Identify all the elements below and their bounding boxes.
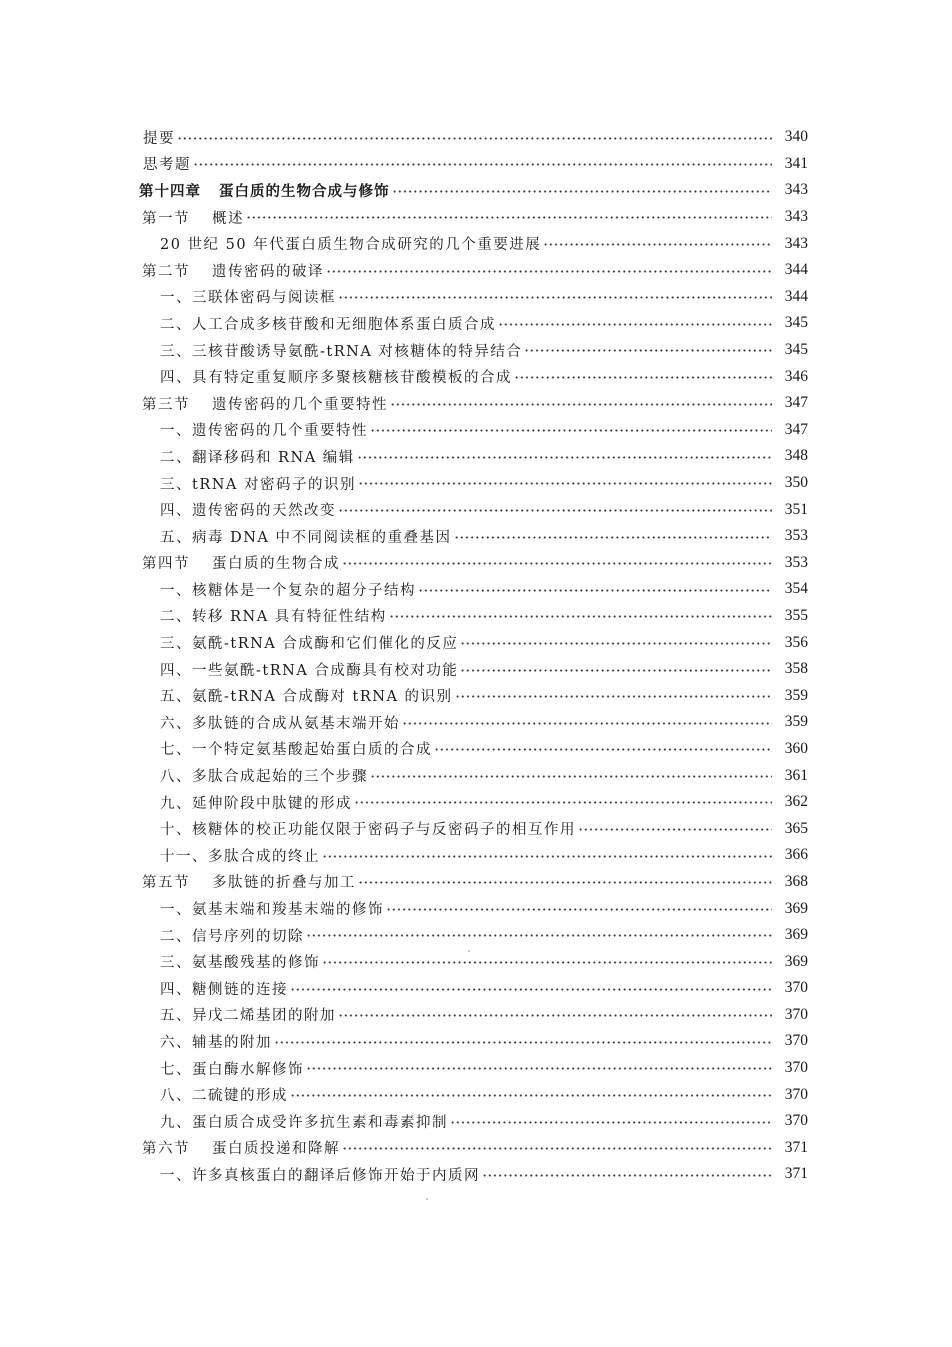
toc-entry-page-number: 351 <box>784 500 808 518</box>
toc-entry[interactable] <box>0 204 952 231</box>
toc-entry[interactable] <box>0 948 952 975</box>
toc-entry-page-number: 370 <box>784 1005 808 1023</box>
toc-entry-page-number: 359 <box>784 686 808 704</box>
toc-entry-text: 四、遗传密码的天然改变 <box>160 503 336 520</box>
toc-entry-text: 遗传密码的破译 <box>212 263 324 280</box>
toc-entry-text: 二、人工合成多核苷酸和无细胞体系蛋白质合成 <box>160 316 496 333</box>
toc-entry-text: 八、多肽合成起始的三个步骤 <box>160 769 368 786</box>
toc-entry[interactable] <box>0 443 952 470</box>
toc-entry-text: 六、多肽链的合成从氨基末端开始 <box>160 715 400 732</box>
dot-leader <box>177 130 772 145</box>
toc-entry-page-number: 347 <box>784 420 808 438</box>
dot-leader <box>455 689 772 704</box>
toc-entry-title <box>142 871 356 892</box>
toc-entry[interactable] <box>0 310 952 337</box>
toc-entry-text: 九、蛋白质合成受许多抗生素和毒素抑制 <box>160 1114 448 1131</box>
toc-entry-text: 四、具有特定重复顺序多聚核糖核苷酸模板的合成 <box>160 370 512 387</box>
toc-entry-title <box>142 1137 340 1158</box>
toc-entry-title <box>139 180 390 201</box>
toc-entry[interactable] <box>0 1108 952 1135</box>
toc-entry[interactable] <box>0 842 952 869</box>
toc-entry-title <box>160 632 458 653</box>
toc-entry[interactable] <box>0 363 952 390</box>
toc-entry-page-number: 370 <box>784 1032 808 1050</box>
toc-entry-title <box>160 499 336 520</box>
toc-entry-text: 一、三联体密码与阅读框 <box>160 290 336 307</box>
dot-leader <box>306 928 772 943</box>
dot-leader <box>434 742 772 757</box>
toc-entry[interactable] <box>0 496 952 523</box>
toc-entry-title <box>142 393 388 414</box>
toc-entry[interactable] <box>0 470 952 497</box>
toc-entry-text: 三、氨基酸残基的修饰 <box>160 955 320 972</box>
dot-leader <box>460 662 772 677</box>
toc-entry-text: 十一、多肽合成的终止 <box>160 848 320 865</box>
toc-entry-text: 三、氨酰-tRNA 合成酶和它们催化的反应 <box>160 636 459 653</box>
toc-entry-number: 第十四章 <box>139 182 201 200</box>
dot-leader <box>338 502 772 517</box>
toc-entry-page-number: 353 <box>784 527 808 545</box>
toc-entry-text: 概述 <box>212 210 244 227</box>
toc-entry[interactable] <box>0 337 952 364</box>
toc-entry-page-number: 350 <box>784 474 808 492</box>
toc-entry-text: 提要 <box>143 130 175 147</box>
toc-entry[interactable] <box>0 789 952 816</box>
toc-entry-title <box>160 313 496 334</box>
toc-entry-text: 五、氨酰-tRNA 合成酶对 tRNA 的识别 <box>160 689 453 706</box>
toc-entry[interactable] <box>0 177 952 204</box>
toc-entry[interactable] <box>0 576 952 603</box>
toc-entry-text: 九、延伸阶段中肽键的形成 <box>160 795 352 812</box>
toc-entry[interactable] <box>0 682 952 709</box>
toc-entry[interactable] <box>0 230 952 257</box>
toc-entry-text: 三、三核苷酸诱导氨酰-tRNA 对核糖体的特异结合 <box>160 343 523 360</box>
dot-leader <box>370 423 772 438</box>
table-of-contents <box>0 124 952 1188</box>
toc-entry-page-number: 343 <box>784 234 808 252</box>
toc-entry-title <box>160 446 355 467</box>
toc-entry[interactable] <box>0 975 952 1002</box>
toc-entry-title <box>160 340 522 361</box>
scan-speck <box>468 950 470 952</box>
dot-leader <box>358 476 772 491</box>
dot-leader <box>390 396 772 411</box>
toc-entry-number: 第三节 <box>142 396 190 413</box>
toc-entry-title <box>160 765 368 786</box>
toc-entry-title <box>142 260 324 281</box>
toc-entry-text: 七、蛋白酶水解修饰 <box>160 1061 304 1078</box>
toc-entry-text: 二、转移 RNA 具有特征性结构 <box>160 609 387 626</box>
toc-entry[interactable] <box>0 550 952 577</box>
toc-entry-number: 第二节 <box>142 263 190 280</box>
dot-leader <box>290 1087 772 1102</box>
toc-entry-page-number: 359 <box>784 713 808 731</box>
dot-leader <box>392 183 773 198</box>
toc-entry[interactable] <box>0 523 952 550</box>
toc-entry-page-number: 343 <box>784 208 808 226</box>
dot-leader <box>386 901 772 916</box>
toc-entry-page-number: 370 <box>784 1059 808 1077</box>
toc-entry-number: 第五节 <box>142 875 190 892</box>
dot-leader <box>370 768 772 783</box>
toc-entry-title <box>160 233 541 254</box>
toc-entry-text: 一、核糖体是一个复杂的超分子结构 <box>160 582 416 599</box>
toc-entry-page-number: 344 <box>784 261 808 279</box>
toc-entry-text: 二、翻译移码和 RNA 编辑 <box>160 449 355 466</box>
toc-entry-text: 七、一个特定氨基酸起始蛋白质的合成 <box>160 742 432 759</box>
toc-entry-title <box>160 1031 272 1052</box>
dot-leader <box>290 981 772 996</box>
dot-leader <box>274 1034 772 1049</box>
toc-entry-title <box>142 207 244 228</box>
toc-entry-title <box>160 845 320 866</box>
toc-entry-title <box>160 579 416 600</box>
dot-leader <box>306 1061 772 1076</box>
toc-entry-text: 五、病毒 DNA 中不同阅读框的重叠基因 <box>160 529 452 546</box>
toc-entry[interactable] <box>0 736 952 763</box>
toc-entry-text: 遗传密码的几个重要特性 <box>212 396 388 413</box>
toc-entry-page-number: 358 <box>784 660 808 678</box>
toc-entry-text: 思考题 <box>143 157 191 174</box>
toc-entry[interactable] <box>0 656 952 683</box>
dot-leader <box>578 821 772 836</box>
dot-leader <box>514 369 772 384</box>
toc-entry[interactable] <box>0 603 952 630</box>
toc-entry-title <box>160 951 320 972</box>
toc-entry[interactable] <box>0 895 952 922</box>
toc-entry-page-number: 353 <box>784 553 808 571</box>
toc-entry-page-number: 345 <box>784 314 808 332</box>
toc-entry-page-number: 369 <box>784 952 808 970</box>
dot-leader <box>246 210 772 225</box>
toc-entry-text: 一、许多真核蛋白的翻译后修饰开始于内质网 <box>160 1167 480 1184</box>
toc-entry[interactable] <box>0 417 952 444</box>
dot-leader <box>357 449 772 464</box>
toc-entry-text: 二、信号序列的切除 <box>160 928 304 945</box>
dot-leader <box>498 316 772 331</box>
dot-leader <box>342 556 772 571</box>
toc-entry-text: 一、氨基末端和羧基末端的修饰 <box>160 902 384 919</box>
toc-entry-text: 六、辅基的附加 <box>160 1034 272 1051</box>
dot-leader <box>326 263 772 278</box>
toc-entry-text: 蛋白质的生物合成与修饰 <box>219 182 390 200</box>
toc-entry-title <box>143 127 175 148</box>
toc-entry-page-number: 355 <box>784 606 808 624</box>
toc-entry[interactable] <box>0 629 952 656</box>
toc-entry[interactable] <box>0 815 952 842</box>
toc-entry-title <box>160 1111 448 1132</box>
dot-leader <box>342 1141 772 1156</box>
toc-entry-page-number: 365 <box>784 819 808 837</box>
toc-entry-page-number: 340 <box>784 128 808 146</box>
dot-leader <box>402 715 772 730</box>
toc-entry-title <box>160 659 458 680</box>
toc-entry[interactable] <box>0 257 952 284</box>
toc-entry-text: 五、异戊二烯基团的附加 <box>160 1008 336 1025</box>
toc-entry-page-number: 370 <box>784 1085 808 1103</box>
toc-entry-title <box>160 792 352 813</box>
toc-entry[interactable] <box>0 1135 952 1162</box>
toc-entry[interactable] <box>0 1161 952 1188</box>
toc-entry[interactable] <box>0 1055 952 1082</box>
dot-leader <box>543 236 772 251</box>
dot-leader <box>454 529 772 544</box>
toc-entry-title <box>160 898 384 919</box>
toc-entry-text: 蛋白质的生物合成 <box>212 556 340 573</box>
toc-entry-title <box>160 1164 480 1185</box>
toc-entry-title <box>160 685 453 706</box>
toc-entry[interactable] <box>0 1002 952 1029</box>
dot-leader <box>322 848 772 863</box>
toc-entry-text: 蛋白质投递和降解 <box>212 1141 340 1158</box>
toc-entry-text: 一、遗传密码的几个重要特性 <box>160 423 368 440</box>
dot-leader <box>524 343 772 358</box>
toc-entry-page-number: 345 <box>784 341 808 359</box>
toc-entry-title <box>160 366 512 387</box>
toc-entry-title <box>160 925 304 946</box>
toc-entry-title <box>160 605 387 626</box>
dot-leader <box>358 875 772 890</box>
toc-entry-title <box>143 153 191 174</box>
toc-entry-title <box>160 1058 304 1079</box>
toc-entry-page-number: 360 <box>784 739 808 757</box>
toc-entry[interactable] <box>0 1081 952 1108</box>
toc-entry-page-number: 348 <box>784 447 808 465</box>
toc-entry-number: 第一节 <box>142 210 190 227</box>
toc-entry[interactable] <box>0 709 952 736</box>
dot-leader <box>338 1008 772 1023</box>
toc-entry-page-number: 370 <box>784 979 808 997</box>
toc-entry-number: 第六节 <box>142 1141 190 1158</box>
toc-entry-number: 第四节 <box>142 556 190 573</box>
toc-entry-title <box>160 1004 336 1025</box>
toc-entry[interactable] <box>0 869 952 896</box>
toc-entry-text: 四、一些氨酰-tRNA 合成酶具有校对功能 <box>160 662 459 679</box>
toc-entry-page-number: 369 <box>784 899 808 917</box>
toc-entry-page-number: 344 <box>784 287 808 305</box>
toc-entry-title <box>160 419 368 440</box>
scan-speck <box>426 1198 428 1200</box>
toc-entry-page-number: 368 <box>784 872 808 890</box>
toc-entry-page-number: 347 <box>784 394 808 412</box>
toc-entry-title <box>160 286 336 307</box>
toc-entry[interactable] <box>0 762 952 789</box>
toc-entry-title <box>160 1084 288 1105</box>
dot-leader <box>418 582 772 597</box>
toc-entry-title <box>160 818 576 839</box>
dot-leader <box>450 1114 772 1129</box>
toc-entry-title <box>142 552 340 573</box>
toc-entry-page-number: 361 <box>784 766 808 784</box>
toc-entry[interactable] <box>0 390 952 417</box>
toc-entry-text: 多肽链的折叠与加工 <box>212 875 356 892</box>
toc-entry[interactable] <box>0 124 952 151</box>
dot-leader <box>193 157 772 172</box>
toc-entry-page-number: 356 <box>784 633 808 651</box>
toc-entry-page-number: 343 <box>784 181 808 199</box>
toc-entry-title <box>160 738 432 759</box>
toc-entry-page-number: 366 <box>784 846 808 864</box>
toc-entry-text: 20 世纪 50 年代蛋白质生物合成研究的几个重要进展 <box>160 237 542 254</box>
dot-leader <box>354 795 772 810</box>
dot-leader <box>338 290 772 305</box>
toc-entry-title <box>160 473 356 494</box>
toc-entry-title <box>160 712 400 733</box>
toc-entry-page-number: 362 <box>784 793 808 811</box>
toc-entry-text: 三、tRNA 对密码子的识别 <box>160 476 357 493</box>
toc-entry[interactable] <box>0 284 952 311</box>
dot-leader <box>460 635 772 650</box>
toc-entry-page-number: 346 <box>784 367 808 385</box>
dot-leader <box>482 1167 772 1182</box>
toc-entry-page-number: 370 <box>784 1112 808 1130</box>
toc-entry-page-number: 371 <box>784 1138 808 1156</box>
toc-entry[interactable] <box>0 1028 952 1055</box>
toc-entry-text: 十、核糖体的校正功能仅限于密码子与反密码子的相互作用 <box>160 822 576 839</box>
toc-entry[interactable] <box>0 151 952 178</box>
toc-entry-title <box>160 978 288 999</box>
toc-entry-page-number: 369 <box>784 926 808 944</box>
toc-entry-text: 四、糖侧链的连接 <box>160 981 288 998</box>
toc-entry-text: 八、二硫键的形成 <box>160 1088 288 1105</box>
dot-leader <box>389 609 772 624</box>
toc-entry[interactable] <box>0 922 952 949</box>
toc-entry-page-number: 354 <box>784 580 808 598</box>
dot-leader <box>322 954 772 969</box>
toc-entry-page-number: 371 <box>784 1165 808 1183</box>
toc-entry-title <box>160 526 452 547</box>
toc-entry-page-number: 341 <box>784 154 808 172</box>
